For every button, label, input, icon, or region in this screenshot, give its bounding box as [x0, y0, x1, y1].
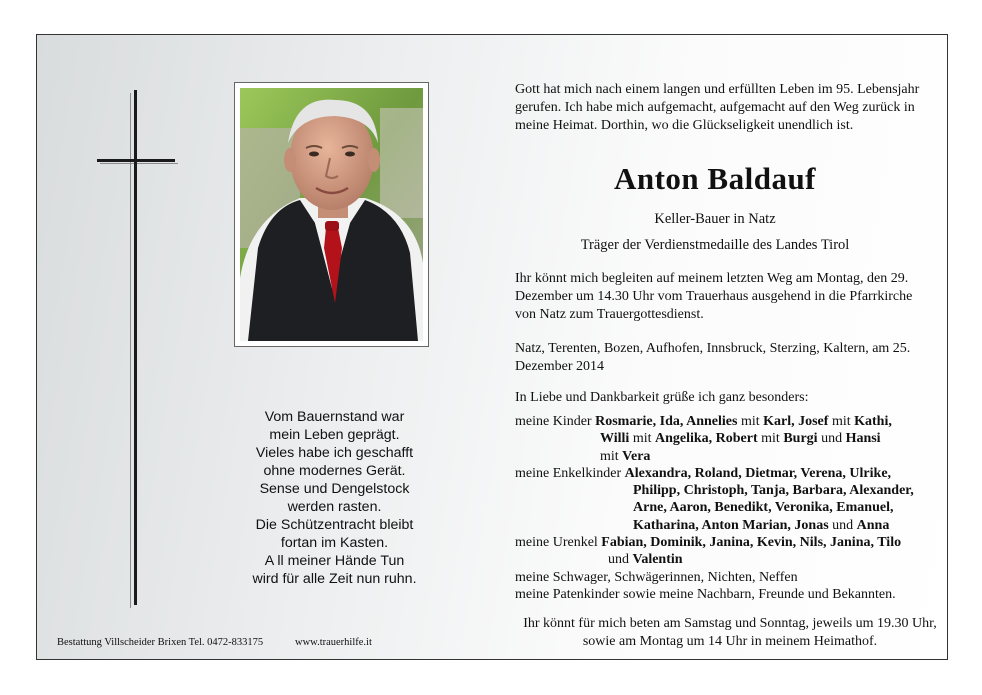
- family-names: Karl, Josef: [763, 414, 829, 429]
- connector: und: [608, 552, 629, 568]
- portrait-frame: [234, 82, 429, 347]
- family-names: Anna: [856, 517, 890, 533]
- family-names: Valentin: [632, 552, 683, 568]
- list-item: [515, 551, 945, 568]
- opening-quote: Gott hat mich nach einem langen und erfüllten Leben im 95. Lebensjahr gerufen. Ich habe mich aufgemacht, aufgemacht auf den Weg zurück in meine Heimat. Dorthin, wo die Glückseligkeit unendlich ist.: [515, 82, 920, 133]
- poem-line: A ll meiner Hände Tun: [264, 553, 405, 569]
- family-list: [515, 413, 945, 603]
- list-item: [515, 448, 945, 465]
- family-names: Angelika, Robert: [654, 431, 758, 447]
- family-label: meine Urenkel: [515, 535, 598, 551]
- family-names: Burgi: [783, 431, 818, 447]
- portrait-photo: [240, 88, 423, 341]
- connector: mit: [761, 431, 780, 447]
- family-names: Vera: [622, 448, 651, 464]
- deceased-honor: Träger der Verdienstmedaille des Landes Tirol: [580, 237, 850, 253]
- connector: und: [821, 431, 843, 447]
- cross-icon: [134, 90, 137, 605]
- deceased-name: Anton Baldauf: [613, 161, 817, 196]
- deceased-title: Keller-Bauer in Natz: [654, 211, 776, 227]
- family-label: meine Kinder: [515, 414, 592, 429]
- list-item: [515, 517, 945, 534]
- poem-line: werden rasten.: [287, 499, 382, 515]
- poem-line: ohne modernes Gerät.: [263, 463, 406, 479]
- list-item: meine Schwager, Schwägerinnen, Nichten, Neffen: [515, 569, 798, 585]
- list-item: [515, 534, 945, 551]
- poem-line: Vieles habe ich geschafft: [255, 445, 414, 461]
- funeral-home: Bestattung Villscheider Brixen Tel. 0472-833175: [57, 637, 264, 648]
- poem: [202, 408, 467, 588]
- greeting: In Liebe und Dankbarkeit grüße ich ganz besonders:: [515, 390, 809, 405]
- list-item: [515, 413, 945, 430]
- family-names: Katharina, Anton Marian, Jonas: [633, 517, 829, 533]
- poem-line: Die Schützentracht bleibt: [255, 517, 414, 533]
- connector: mit: [831, 414, 851, 429]
- family-names: Philipp, Christoph, Tanja, Barbara, Alexander,: [633, 483, 914, 499]
- family-names: Hansi: [845, 431, 881, 447]
- list-item: [515, 465, 945, 482]
- poem-line: Vom Bauernstand war: [264, 409, 405, 425]
- poem-line: wird für alle Zeit nun ruhn.: [252, 571, 417, 587]
- family-names: Kathi,: [854, 414, 892, 429]
- prayer-times: Ihr könnt für mich beten am Samstag und Sonntag, jeweils um 19.30 Uhr, sowie am Montag um 14 Uhr in meinem Heimathof.: [523, 616, 937, 649]
- connector: mit: [740, 414, 760, 429]
- family-names: Willi: [600, 431, 630, 447]
- place-and-date: Natz, Terenten, Bozen, Aufhofen, Innsbruck, Sterzing, Kaltern, am 25. Dezember 2014: [515, 341, 911, 374]
- cross-shadow: [130, 93, 131, 608]
- list-item: [515, 499, 945, 516]
- connector: und: [832, 517, 854, 533]
- family-names: Rosmarie, Ida, Annelies: [595, 414, 738, 429]
- connector: mit: [632, 431, 652, 447]
- connector: mit: [600, 448, 619, 464]
- funeral-announcement: Ihr könnt mich begleiten auf meinem letzten Weg am Montag, den 29. Dezember um 14.30 Uhr vom Trauerhaus ausgehend in die Pfarrkirche von Natz zum Trauergottesdienst.: [515, 271, 913, 322]
- poem-line: Sense und Dengelstock: [259, 481, 410, 497]
- family-names: Arne, Aaron, Benedikt, Veronika, Emanuel,: [633, 500, 894, 516]
- list-item: meine Patenkinder sowie meine Nachbarn, Freunde und Bekannten.: [515, 586, 896, 602]
- list-item: [515, 430, 945, 447]
- family-label: meine Enkelkinder: [515, 465, 622, 481]
- poem-line: fortan im Kasten.: [280, 535, 389, 551]
- list-item: [515, 482, 945, 499]
- family-names: Fabian, Dominik, Janina, Kevin, Nils, Janina, Tilo: [601, 535, 902, 551]
- family-names: Alexandra, Roland, Dietmar, Verena, Ulrike,: [624, 465, 892, 481]
- cross-icon-bar: [97, 159, 175, 162]
- obituary-card: [36, 34, 948, 660]
- cross-shadow: [100, 163, 178, 164]
- poem-line: mein Leben geprägt.: [269, 427, 400, 443]
- website-link[interactable]: www.trauerhilfe.it: [295, 637, 372, 648]
